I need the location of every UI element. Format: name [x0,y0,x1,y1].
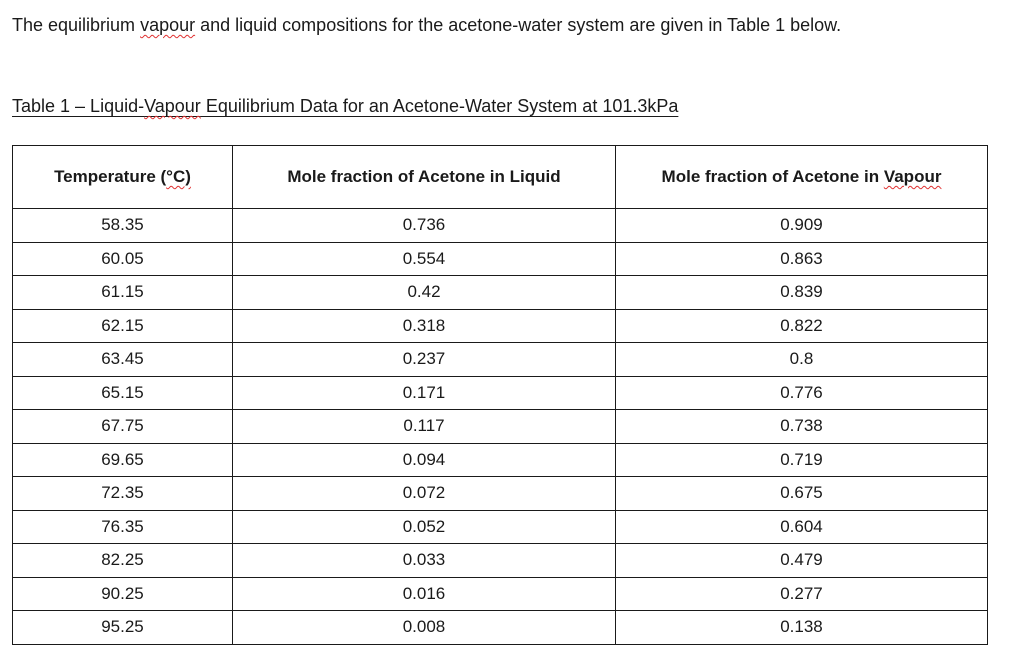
cell-temperature: 90.25 [13,577,233,611]
cell-liquid: 0.008 [233,611,616,645]
cell-temperature: 72.35 [13,477,233,511]
intro-paragraph [12,10,972,41]
table-row [13,477,988,511]
cell-liquid: 0.318 [233,309,616,343]
cell-vapour: 0.8 [616,343,988,377]
cell-liquid: 0.052 [233,510,616,544]
cell-liquid: 0.237 [233,343,616,377]
cell-vapour: 0.738 [616,410,988,444]
table-row [13,376,988,410]
table-row [13,242,988,276]
table-row [13,544,988,578]
header-vapour-word[interactable]: Vapour [883,167,942,186]
cell-liquid: 0.736 [233,209,616,243]
cell-temperature: 69.65 [13,443,233,477]
cell-liquid: 0.016 [233,577,616,611]
cell-vapour: 0.822 [616,309,988,343]
table-row [13,410,988,444]
cell-liquid: 0.094 [233,443,616,477]
cell-liquid: 0.033 [233,544,616,578]
cell-liquid: 0.117 [233,410,616,444]
header-temperature-unit[interactable]: °C) [166,167,191,186]
table-row [13,443,988,477]
cell-temperature: 63.45 [13,343,233,377]
cell-temperature: 76.35 [13,510,233,544]
table-row [13,611,988,645]
table-row [13,209,988,243]
cell-vapour: 0.719 [616,443,988,477]
cell-temperature: 62.15 [13,309,233,343]
caption-flagged-word[interactable]: Vapour [144,96,201,116]
cell-vapour: 0.909 [616,209,988,243]
cell-liquid: 0.554 [233,242,616,276]
cell-liquid: 0.42 [233,276,616,310]
header-liquid: Mole fraction of Acetone in Liquid [233,146,616,209]
table-row [13,510,988,544]
cell-vapour: 0.604 [616,510,988,544]
table-row [13,309,988,343]
cell-vapour: 0.277 [616,577,988,611]
caption-suffix: Equilibrium Data for an Acetone-Water System at 101.3kPa [200,96,679,116]
table-body [13,209,988,645]
cell-vapour: 0.839 [616,276,988,310]
table-header-row [13,146,988,209]
table-row [13,343,988,377]
cell-temperature: 58.35 [13,209,233,243]
cell-vapour: 0.675 [616,477,988,511]
cell-vapour: 0.479 [616,544,988,578]
header-temperature-prefix: Temperature ( [54,167,167,186]
cell-temperature: 67.75 [13,410,233,444]
header-vapour-prefix: Mole fraction of Acetone in [661,167,884,186]
cell-temperature: 82.25 [13,544,233,578]
cell-vapour: 0.138 [616,611,988,645]
table-caption [12,92,678,120]
cell-temperature: 95.25 [13,611,233,645]
header-temperature [13,146,233,209]
cell-vapour: 0.776 [616,376,988,410]
cell-liquid: 0.171 [233,376,616,410]
intro-text-after: and liquid compositions for the acetone-water system are given in Table 1 below. [195,15,842,35]
intro-flagged-word[interactable]: vapour [140,15,196,35]
cell-liquid: 0.072 [233,477,616,511]
header-vapour [616,146,988,209]
intro-text-before: The equilibrium [12,15,141,35]
cell-vapour: 0.863 [616,242,988,276]
cell-temperature: 61.15 [13,276,233,310]
cell-temperature: 60.05 [13,242,233,276]
vle-data-table [12,145,988,645]
table-row [13,577,988,611]
caption-prefix: Table 1 – Liquid- [12,96,145,116]
table-row [13,276,988,310]
cell-temperature: 65.15 [13,376,233,410]
